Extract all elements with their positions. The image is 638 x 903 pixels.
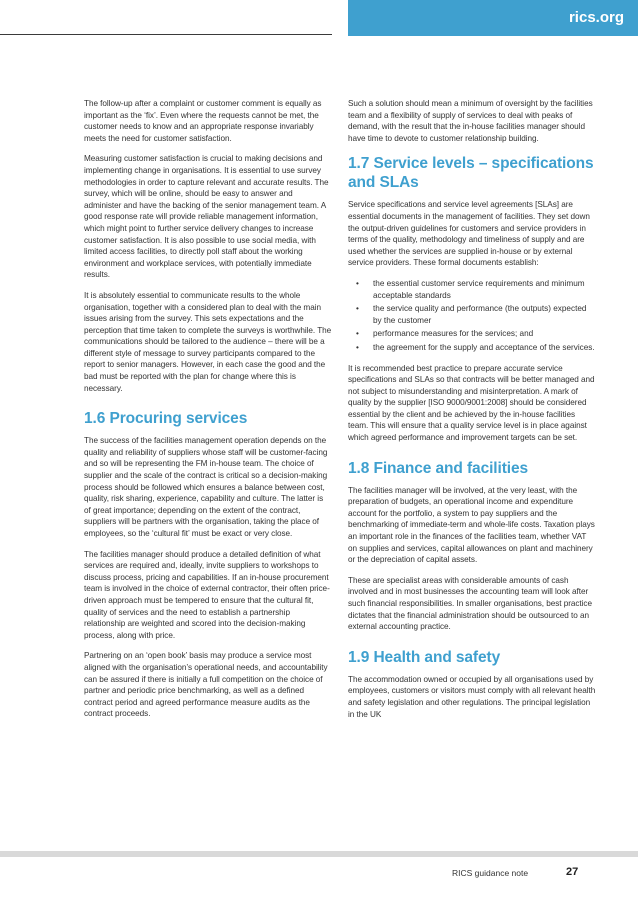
paragraph: Service specifications and service level agreements [SLAs] are essential documents in the management of facilities. They set down the output-driven guidelines for customers and service providers in terms of the quality, methodology and timeliness of supply and are used whether the services are supplied in-house or by external service providers. These formal documents establish: — [348, 200, 590, 268]
footer-label: RICS guidance note — [452, 868, 529, 878]
bullet-icon: • — [356, 278, 359, 288]
left-column — [84, 98, 332, 729]
bullet-icon: • — [356, 329, 359, 339]
section-heading-1-8: 1.8 Finance and facilities — [348, 459, 529, 477]
header-rule — [0, 34, 332, 35]
bullet-list — [348, 278, 596, 354]
brand-link[interactable]: rics.org — [568, 9, 624, 26]
section-heading-1-9: 1.9 Health and safety — [348, 648, 501, 666]
paragraph: Measuring customer satisfaction is crucial to making decisions and implementing change in organisations. It is essential to use survey methodologies in order to capture relevant and accurate results. The survey, which will be online, should be easy to answer and administer and have the backing of the senior management team. A good response rate will provide reliable management information, which might point to further service delivery changes to increase customer satisfaction. It is also possible to use social media, with limited access facilities, to directly poll staff about the working environment and workplace services, with potentially immediate results. — [84, 154, 329, 280]
paragraph: The accommodation owned or occupied by all organisations used by employees, customers or visitors must comply with all relevant health and safety legislation and other regulations. The principal legislation in the UK — [348, 674, 596, 719]
brand-banner[interactable] — [348, 0, 638, 36]
paragraph: Such a solution should mean a minimum of oversight by the facilities team and a flexibility of supply of services to deal with peaks of demand, with the result that the in-house facilities manager should have time to devote to customer relationship building. — [348, 99, 593, 143]
paragraph: It is recommended best practice to prepare accurate service specifications and SLAs so that contracts will be better managed and not subject to misunderstanding and misinterpretation. A mark of quality by the supplier [ISO 9000/9001:2008] should be considered essential by the client and be achieved by the in-house facilities team. This will ensure that a quality service level is in place against which agreed performance and improvement targets can be set. — [348, 363, 595, 443]
paragraph: The success of the facilities management operation depends on the quality and reliability of suppliers whose staff will be customer-facing and so will be representing the FM in-house team. The choice of supplier and the scale of the contract is critical so a decision-making process should be followed which ensures a balance between cost, quality, risk sharing, experience, capability and culture. The latter is of great importance; depending on the extent of the contract, suppliers will be partners with the organisation, taking the place of employees, so the ‘cultural fit’ must be exact or very close. — [84, 436, 328, 538]
list-item: • the agreement for the supply and acceptance of the services. — [356, 342, 595, 352]
paragraph: These are specialist areas with considerable amounts of cash involved and in most businesses the accounting team will look after such financial responsibilities. In smaller organisations, best practice dictates that the financial administration should be outsourced to an external accounting practice. — [348, 575, 592, 632]
paragraph: The facilities manager should produce a detailed definition of what services are required and, ideally, invite suppliers to workshops to discuss process, pricing and capabilities. If an in-house procurement team is involved in the choice of external contractor, their often price-driven approach must be tempered to ensure that the cultural fit, quality of services and the need to establish a partnership relationship are weighted and scored into the decision-making process, along with price. — [84, 549, 330, 640]
paragraph: The facilities manager will be involved, at the very least, with the preparation of budgets, an operational income and expenditure account for the portfolio, a system to pay suppliers and the benchmarking of immediate-term and whole-life costs. Taxation plays an important role in the finances of the facilities team, whether VAT on supplies and services, capital allowances on plant and machinery or the depreciation of capital assets. — [348, 485, 595, 565]
section-heading-1-6: 1.6 Procuring services — [84, 410, 248, 428]
page-number: 27 — [566, 866, 579, 878]
list-item: • the essential customer service requirements and minimum acceptable standards — [356, 278, 585, 300]
right-column — [348, 98, 596, 729]
bullet-icon: • — [356, 304, 359, 314]
list-item: • performance measures for the services; and — [356, 329, 534, 339]
list-item: • the service quality and performance (the outputs) expected by the customer — [356, 304, 587, 325]
paragraph: Partnering on an ‘open book’ basis may produce a service most aligned with the organisation’s operational needs, and accountability can be assured if there is initially a full competition on the choice of partner and periodic price benchmarking, as well as a defined contract period and agreed performance measure audits as the contract proceeds. — [84, 651, 328, 719]
paragraph: It is absolutely essential to communicate results to the whole organisation, together with a considered plan to deal with the main issues arising from the survey. This sets expectations and the perception that time taken to complete the surveys is worthwhile. The communications should be tailored to the audience – there will be a different style of message to survey participants compared to the report to senior managers. However, in each case the good and the bad must be reported with the plan for change where this is necessary. — [84, 290, 332, 393]
paragraph: The follow-up after a complaint or customer comment is equally as important as the ‘fix’. Even where the requests cannot be met, the customer needs to know and an appropriate response invariably meets the need for customer satisfaction. — [84, 99, 322, 143]
bullet-icon: • — [356, 342, 359, 352]
section-heading-1-7: 1.7 Service levels – specifications and SLAs — [348, 155, 594, 192]
footer-band — [0, 851, 638, 857]
